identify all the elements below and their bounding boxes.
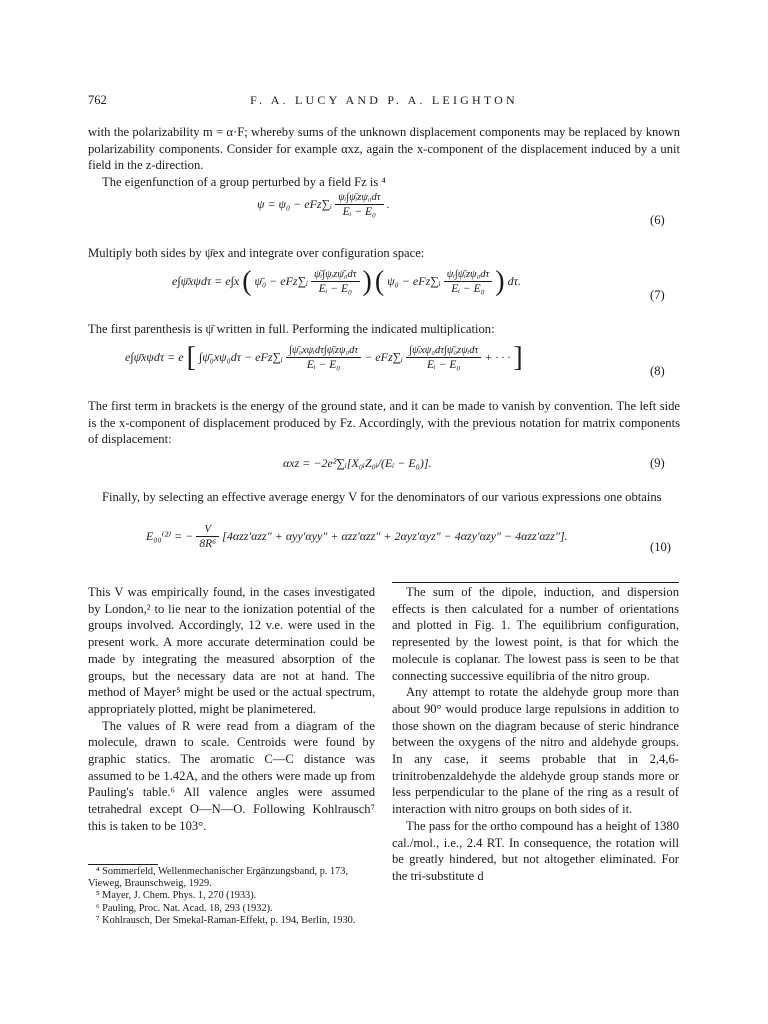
eq8-fraction-1 (286, 345, 361, 371)
footnote-5: ⁵ Mayer, J. Chem. Phys. 1, 270 (1933). (96, 890, 257, 902)
eq7-lhs: e∫ψ̄xψdτ = e∫x (172, 273, 240, 288)
intro-paragraph-1: with the polarizability m = α·F; whereby sums of the unknown displacement components may be replaced by known polarizability components. Consider for example αxz, again the x-component of the displacement induced by a unit field in the z-direction. (88, 125, 680, 172)
eq8-open-bracket: [ (186, 342, 196, 373)
eq7-term-1: ψ̄₀ − eFz∑ᵢ (254, 273, 309, 288)
eq10-numerator: V (204, 524, 211, 535)
right-column (392, 584, 679, 885)
left-column-paragraph-2: The values of R were read from a diagram of the molecule, drawn to scale. Centroids were found by graphic statics. The aromatic C—C distance was assumed to be 1.42A, and the others were made up from Pauling's table.⁶ All valence angles were assumed tetrahedral except O—N—O. Following Kohlrausch⁷ this is taken to be 103°. (88, 718, 375, 833)
eq8-denominator-1: Eᵢ − E₀ (286, 357, 361, 371)
eq8-numerator-1: ∫ψ̄₀xψᵢdτ∫ψ̄ᵢzψ₀dτ (288, 345, 359, 356)
right-column-paragraph-3: The pass for the ortho compound has a height of 1380 cal./mol., i.e., 2.4 RT. In consequence, the rotation will be greatly hindered, but not altogether eliminated. For the tri-substitute d (392, 818, 679, 883)
eq7-fraction-1 (311, 269, 360, 295)
eq8-close-bracket: ] (513, 342, 523, 373)
left-column (88, 584, 375, 835)
eq8-lhs: e∫ψ̄xψdτ = e (125, 349, 184, 364)
eq10-fraction (196, 524, 219, 550)
footnote-rule (88, 864, 158, 865)
eq7-close-paren-2: ) (495, 266, 505, 297)
intro-paragraph-3: Multiply both sides by ψ̄ex and integrate over configuration space: (88, 246, 425, 260)
eq8-denominator-2: Eᵢ − E₀ (406, 357, 481, 371)
eq8-fraction-2 (406, 345, 481, 371)
eq8-tail: + · · · (484, 349, 511, 364)
page-number: 762 (88, 93, 107, 107)
eq7-term-2: ψ₀ − eFz∑ᵢ (387, 273, 441, 288)
footnotes (88, 866, 375, 927)
eq10-denominator: 8R⁶ (196, 536, 219, 550)
eq10-lhs: E₀₀⁽²⁾ = − (146, 528, 194, 543)
eq7-close-paren-1: ) (362, 266, 372, 297)
eq7-denominator-2: Eᵢ − E₀ (444, 281, 493, 295)
equation-6 (257, 192, 390, 218)
page-header (88, 93, 680, 111)
eq7-numerator-1: ψ̄ᵢ∫ψᵢzψ̄₀dτ (314, 269, 357, 280)
right-column-paragraph-1: The sum of the dipole, induction, and dispersion effects is then calculated for a number of orientations and plotted in Fig. 1. The equilibrium configuration, represented by the lowest point, is that for which the molecule is coplanar. The lowest pass is seen to be that connecting successive equilibria of the nitro group. (392, 585, 679, 683)
eq6-tail: . (386, 196, 390, 211)
eq7-open-paren-1: ( (242, 266, 252, 297)
eq6-numerator: ψᵢ∫ψ̄ᵢzψ₀dτ (338, 192, 381, 203)
eq10-rhs: [4αzz′αzz″ + αyy′αyy″ + αzz′αzz″ + 2αyz′αyz″ − 4αzy′αzy″ − 4αzz′αzz″]. (222, 528, 568, 543)
right-column-paragraph-2: Any attempt to rotate the aldehyde group more than about 90° would produce large repulsions in addition to those shown on the diagram because of steric hindrance between the oxygens of the nitro and aldehyde groups. In any case, it seems probable that in 2,4,6-trinitrobenzaldehyde the aldehyde group stands more or less perpendicular to the plane of the ring as a result of interaction with nitro groups on both sides of it. (392, 685, 679, 817)
equation-7 (172, 266, 521, 298)
eq7-open-paren-2: ( (374, 266, 385, 297)
eq6-denominator: Eᵢ − E₀ (335, 204, 384, 218)
eq8-term-2: − eFz∑ᵢ (364, 349, 404, 364)
equation-10-number: (10) (650, 540, 671, 554)
footnote-7: ⁷ Kohlrausch, Der Smekal-Raman-Effekt, p. 194, Berlin, 1930. (96, 914, 356, 926)
footnote-4: ⁴ Sommerfeld, Wellenmechanischer Ergänzungsband, p. 173, Vieweg, Braunschweig, 1929. (88, 866, 349, 890)
left-column-paragraph-1: This V was empirically found, in the cases investigated by London,² to lie near to the ionization potential of the groups involved. Accordingly, 12 v.e. were used in the present work. A more accurate determination could be made by integrating the measured absorption of the groups, but the necessary data are not at hand. The method of Mayer⁵ might be used or the actual spectrum, appropriately plotted, might be planimetered. (88, 585, 375, 716)
equation-9: αxz = −2e²∑ᵢ[X₀ᵢZ₀ᵢ/(Eᵢ − E₀)]. (283, 456, 432, 470)
eq7-numerator-2: ψᵢ∫ψ̄ᵢzψ₀dτ (446, 269, 490, 280)
eq8-numerator-2: ∫ψ̄ᵢxψ₀dτ∫ψ̄₀zψᵢdτ (409, 345, 479, 356)
equation-9-number: (9) (650, 456, 665, 470)
equation-10 (146, 524, 568, 550)
equation-8 (125, 342, 523, 374)
column-top-rule (392, 582, 679, 583)
intro-paragraph-5: The first term in brackets is the energy of the ground state, and it can be made to vanish by convention. The left side is the x-component of displacement produced by Fz. Accordingly, with the previous notation for matrix components of displacement: (88, 399, 680, 446)
footnote-6: ⁶ Pauling, Proc. Nat. Acad. 18, 293 (1932). (96, 902, 273, 914)
equation-6-number: (6) (650, 213, 665, 227)
intro-paragraph-6: Finally, by selecting an effective average energy V for the denominators of our various expressions one obtains (102, 490, 662, 504)
eq6-lhs: ψ = ψ₀ − eFz∑ᵢ (257, 196, 333, 211)
running-head: F. A. LUCY AND P. A. LEIGHTON (250, 93, 518, 107)
eq7-fraction-2 (444, 269, 493, 295)
eq8-term-1: ∫ψ̄₀xψ₀dτ − eFz∑ᵢ (198, 349, 283, 364)
intro-paragraph-4: The first parenthesis is ψ̄ written in full. Performing the indicated multiplication: (88, 322, 495, 336)
intro-paragraph-2: The eigenfunction of a group perturbed by a field Fz is ⁴ (102, 175, 386, 189)
eq7-denominator-1: Eᵢ − E₀ (311, 281, 360, 295)
equation-8-number: (8) (650, 364, 665, 378)
equation-7-number: (7) (650, 288, 665, 302)
eq7-tail: dτ. (507, 273, 521, 288)
eq6-fraction (335, 192, 384, 218)
